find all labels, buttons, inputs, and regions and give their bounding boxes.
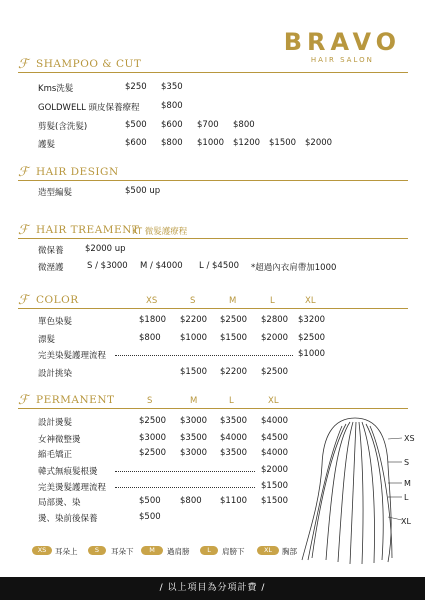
price: $600: [161, 120, 183, 130]
flourish-icon: ℱ: [18, 57, 29, 72]
legend-label: 過肩膀: [167, 547, 190, 556]
price: $1500: [220, 333, 248, 343]
size-header: S: [190, 296, 196, 306]
price: $3000: [139, 433, 167, 443]
hair-label: XL: [401, 517, 411, 526]
price: $2500: [298, 333, 326, 343]
footer-note: / 以上項目為分項計費 /: [0, 577, 425, 600]
price: $800: [139, 333, 161, 343]
section-divider: [18, 72, 408, 73]
hair-label: L: [404, 493, 409, 502]
price: $4000: [261, 448, 289, 458]
price: $2000: [261, 333, 289, 343]
price: $1500: [180, 367, 208, 377]
price: $1500: [269, 138, 297, 148]
service-name: 微保養: [38, 246, 64, 256]
service-name: 縮毛矯正: [38, 450, 73, 460]
service-name: 剪髮(含洗髮): [38, 122, 88, 132]
price: $4000: [220, 433, 248, 443]
section-subtitle: KT 微髮護療程: [132, 227, 188, 237]
price: $700: [197, 120, 219, 130]
price: $800: [233, 120, 255, 130]
size-header: L: [270, 296, 275, 306]
service-name: 女神微整燙: [38, 435, 81, 445]
price: $2000 up: [85, 244, 126, 254]
logo-subtitle: HAIR SALON: [310, 56, 374, 64]
price: $250: [125, 82, 147, 92]
price: $500: [139, 512, 161, 522]
price: $350: [161, 82, 183, 92]
price: $2200: [220, 367, 248, 377]
size-header: M: [229, 296, 237, 306]
price: $2500: [261, 367, 289, 377]
service-name: 設計燙髮: [38, 418, 73, 428]
price: $3000: [180, 416, 208, 426]
legend-label: 胸部: [282, 547, 297, 556]
price: $500 up: [125, 186, 161, 196]
service-name: Kms洗髮: [38, 84, 74, 94]
service-name: 設計挑染: [38, 369, 73, 379]
price: $3200: [298, 315, 326, 325]
price: $800: [161, 101, 183, 111]
price: $1500: [261, 481, 289, 491]
price: $2200: [180, 315, 208, 325]
size-header: XS: [146, 296, 158, 306]
surcharge-note: *超過內衣肩帶加1000: [251, 263, 337, 273]
hair-label: XS: [404, 434, 415, 443]
service-name: 護髮: [38, 140, 56, 150]
hair-label: S: [404, 458, 410, 467]
flourish-icon: ℱ: [18, 223, 29, 238]
section-divider: [18, 308, 408, 309]
price: $3500: [220, 448, 248, 458]
section-title: PERMANENT: [36, 394, 115, 406]
legend-label: 耳朵上: [55, 547, 78, 556]
section-divider: [18, 408, 408, 409]
size-header: M: [190, 396, 198, 406]
dotted-leader: [115, 355, 293, 356]
price: $1200: [233, 138, 261, 148]
flourish-icon: ℱ: [18, 393, 29, 408]
price: $2000: [261, 465, 289, 475]
section-title: HAIR TREAMENT: [36, 224, 140, 236]
logo-brand: BRAVO: [283, 28, 401, 56]
section-title: HAIR DESIGN: [36, 166, 119, 178]
price: $2500: [139, 448, 167, 458]
service-name: 微溼護: [38, 263, 64, 273]
legend-tag-l: L: [200, 546, 218, 555]
legend-tag-xs: XS: [32, 546, 52, 555]
size-header: L: [229, 396, 234, 406]
legend-label: 肩膀下: [222, 547, 245, 556]
legend-tag-s: S: [88, 546, 106, 555]
price: L / $4500: [199, 261, 240, 271]
service-name: 局部燙、染: [38, 498, 81, 508]
price: $2500: [220, 315, 248, 325]
size-header: XL: [305, 296, 316, 306]
legend-tag-xl: XL: [257, 546, 279, 555]
service-name: 漂髮: [38, 335, 56, 345]
service-name: 完美染髮護理流程: [38, 351, 107, 361]
legend-tag-m: M: [141, 546, 163, 555]
service-name: 造型編髮: [38, 188, 73, 198]
flourish-icon: ℱ: [18, 165, 29, 180]
price: $800: [180, 496, 202, 506]
price: $600: [125, 138, 147, 148]
price: $2500: [139, 416, 167, 426]
section-divider: [18, 180, 408, 181]
price: $2800: [261, 315, 289, 325]
brand-logo: [284, 30, 401, 65]
price: $4500: [261, 433, 289, 443]
section-divider: [18, 238, 408, 239]
price: $4000: [261, 416, 289, 426]
size-header: XL: [268, 396, 279, 406]
section-title: SHAMPOO & CUT: [36, 58, 142, 70]
dotted-leader: [115, 487, 255, 488]
dotted-leader: [115, 471, 255, 472]
price: $500: [125, 120, 147, 130]
service-name: 燙、染前後保養: [38, 514, 98, 524]
price: $2000: [305, 138, 333, 148]
price: $3000: [180, 448, 208, 458]
price: S / $3000: [87, 261, 128, 271]
price: $800: [161, 138, 183, 148]
price: $1000: [180, 333, 208, 343]
size-header: S: [147, 396, 153, 406]
legend-label: 耳朵下: [111, 547, 134, 556]
price: $3500: [220, 416, 248, 426]
service-name: 韓式無痕髮根燙: [38, 467, 98, 477]
price: $1000: [197, 138, 225, 148]
price: $1000: [298, 349, 326, 359]
service-name: 完美燙髮護理流程: [38, 483, 107, 493]
flourish-icon: ℱ: [18, 293, 29, 308]
price: $1500: [261, 496, 289, 506]
price: $500: [139, 496, 161, 506]
price: M / $4000: [140, 261, 183, 271]
service-name: 單色染髮: [38, 317, 73, 327]
price: $3500: [180, 433, 208, 443]
hair-label: M: [404, 479, 411, 488]
service-name: GOLDWELL 頭皮保養療程: [38, 103, 140, 113]
price: $1100: [220, 496, 248, 506]
section-title: COLOR: [36, 294, 79, 306]
price: $1800: [139, 315, 167, 325]
